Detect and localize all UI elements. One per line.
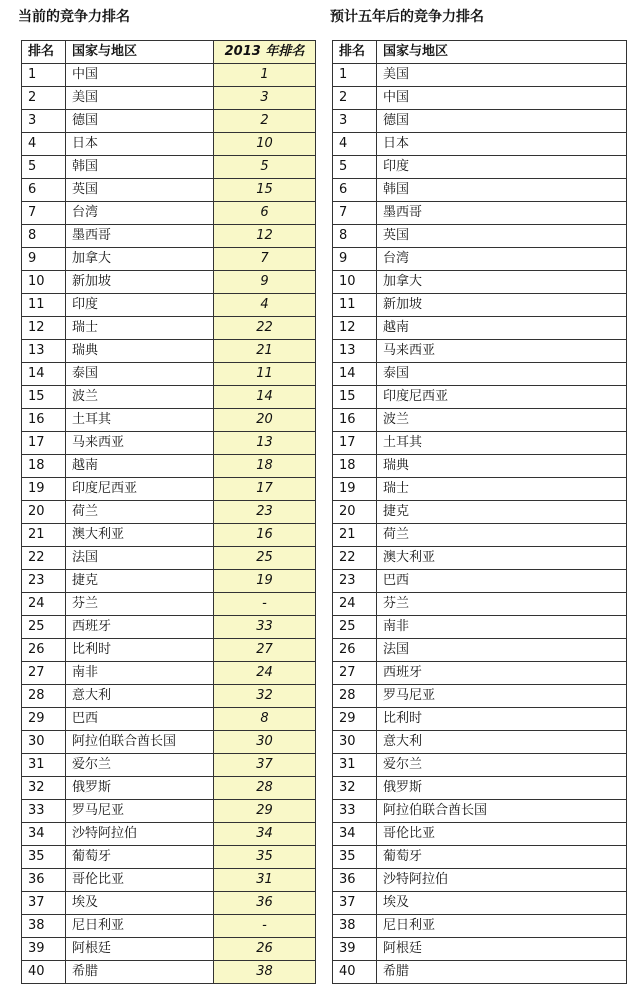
rank-cell: 8 — [333, 225, 377, 248]
rank-cell: 3 — [333, 110, 377, 133]
rank-cell: 38 — [333, 915, 377, 938]
rank-2013-cell: 32 — [214, 685, 316, 708]
table-row — [333, 340, 627, 363]
rank-cell: 1 — [333, 64, 377, 87]
rank-cell: 24 — [22, 593, 66, 616]
country-cell: 荷兰 — [377, 524, 627, 547]
country-cell: 越南 — [66, 455, 214, 478]
country-cell: 埃及 — [377, 892, 627, 915]
rank-cell: 16 — [22, 409, 66, 432]
country-cell: 瑞士 — [377, 478, 627, 501]
table-row — [22, 248, 316, 271]
rank-cell: 17 — [22, 432, 66, 455]
table-row — [22, 662, 316, 685]
country-cell: 捷克 — [66, 570, 214, 593]
country-cell: 瑞典 — [377, 455, 627, 478]
rank-2013-cell: 12 — [214, 225, 316, 248]
rank-2013-cell: 13 — [214, 432, 316, 455]
country-cell: 泰国 — [66, 363, 214, 386]
rank-2013-cell: 26 — [214, 938, 316, 961]
country-cell: 阿根廷 — [66, 938, 214, 961]
country-cell: 阿拉伯联合酋长国 — [66, 731, 214, 754]
rank-cell: 10 — [22, 271, 66, 294]
country-cell: 法国 — [66, 547, 214, 570]
country-cell: 澳大利亚 — [66, 524, 214, 547]
rank-2013-cell: 17 — [214, 478, 316, 501]
table-row — [22, 294, 316, 317]
country-cell: 芬兰 — [377, 593, 627, 616]
rank-cell: 22 — [22, 547, 66, 570]
table-row — [333, 294, 627, 317]
table-row — [333, 248, 627, 271]
table-row — [333, 409, 627, 432]
rank-2013-cell: 14 — [214, 386, 316, 409]
country-cell: 尼日利亚 — [66, 915, 214, 938]
rank-2013-header: 2013 年排名 — [214, 41, 316, 64]
table-row — [333, 708, 627, 731]
rank-cell: 23 — [22, 570, 66, 593]
country-cell: 墨西哥 — [66, 225, 214, 248]
rank-cell: 28 — [22, 685, 66, 708]
rank-2013-cell: 35 — [214, 846, 316, 869]
rank-cell: 38 — [22, 915, 66, 938]
table-row — [333, 938, 627, 961]
rank-cell: 5 — [333, 156, 377, 179]
table-row — [22, 455, 316, 478]
rank-cell: 9 — [22, 248, 66, 271]
table-row — [333, 156, 627, 179]
rank-2013-cell: 1 — [214, 64, 316, 87]
rank-cell: 40 — [333, 961, 377, 984]
table-row — [333, 662, 627, 685]
country-cell: 美国 — [377, 64, 627, 87]
table-row — [22, 524, 316, 547]
table-row — [333, 731, 627, 754]
rank-cell: 12 — [333, 317, 377, 340]
rank-cell: 34 — [333, 823, 377, 846]
rank-cell: 24 — [333, 593, 377, 616]
current-ranking-title: 当前的竞争力排名 — [18, 9, 130, 25]
rank-cell: 37 — [333, 892, 377, 915]
country-cell: 日本 — [377, 133, 627, 156]
rank-cell: 23 — [333, 570, 377, 593]
country-cell: 葡萄牙 — [377, 846, 627, 869]
country-cell: 捷克 — [377, 501, 627, 524]
table-row — [22, 87, 316, 110]
table-row — [22, 202, 316, 225]
rank-cell: 7 — [22, 202, 66, 225]
table-row — [22, 915, 316, 938]
country-cell: 俄罗斯 — [377, 777, 627, 800]
table-row — [22, 478, 316, 501]
table-row — [22, 708, 316, 731]
rank-2013-cell: 4 — [214, 294, 316, 317]
table-header-row — [22, 41, 316, 64]
rank-2013-cell: 28 — [214, 777, 316, 800]
rank-cell: 31 — [22, 754, 66, 777]
table-row — [333, 179, 627, 202]
rank-2013-cell: 36 — [214, 892, 316, 915]
rank-2013-cell: 2 — [214, 110, 316, 133]
country-cell: 阿根廷 — [377, 938, 627, 961]
rank-cell: 37 — [22, 892, 66, 915]
rank-cell: 34 — [22, 823, 66, 846]
country-cell: 巴西 — [66, 708, 214, 731]
rank-cell: 39 — [333, 938, 377, 961]
table-row — [333, 639, 627, 662]
rank-cell: 32 — [22, 777, 66, 800]
rank-cell: 6 — [22, 179, 66, 202]
rank-cell: 30 — [333, 731, 377, 754]
table-header-row — [333, 41, 627, 64]
rank-cell: 35 — [333, 846, 377, 869]
table-row — [333, 133, 627, 156]
rank-cell: 13 — [333, 340, 377, 363]
country-cell: 沙特阿拉伯 — [377, 869, 627, 892]
country-cell: 波兰 — [377, 409, 627, 432]
table-row — [333, 754, 627, 777]
table-row — [22, 777, 316, 800]
rank-cell: 35 — [22, 846, 66, 869]
rank-cell: 3 — [22, 110, 66, 133]
table-row — [22, 593, 316, 616]
rank-2013-cell: 25 — [214, 547, 316, 570]
rank-cell: 27 — [333, 662, 377, 685]
country-cell: 加拿大 — [66, 248, 214, 271]
rank-cell: 15 — [22, 386, 66, 409]
rank-cell: 32 — [333, 777, 377, 800]
rank-2013-cell: 27 — [214, 639, 316, 662]
rank-cell: 15 — [333, 386, 377, 409]
table-row — [22, 133, 316, 156]
rank-2013-cell: 19 — [214, 570, 316, 593]
rank-cell: 26 — [22, 639, 66, 662]
table-row — [333, 570, 627, 593]
rank-cell: 30 — [22, 731, 66, 754]
rank-2013-cell: 37 — [214, 754, 316, 777]
country-cell: 意大利 — [66, 685, 214, 708]
rank-2013-cell: 7 — [214, 248, 316, 271]
rank-cell: 12 — [22, 317, 66, 340]
country-cell: 荷兰 — [66, 501, 214, 524]
projected-ranking-table — [332, 40, 627, 984]
rank-cell: 2 — [333, 87, 377, 110]
country-cell: 英国 — [66, 179, 214, 202]
rank-cell: 19 — [22, 478, 66, 501]
country-cell: 新加坡 — [377, 294, 627, 317]
rank-cell: 19 — [333, 478, 377, 501]
rank-cell: 18 — [22, 455, 66, 478]
rank-cell: 13 — [22, 340, 66, 363]
table-row — [22, 110, 316, 133]
table-row — [22, 64, 316, 87]
table-row — [333, 524, 627, 547]
country-cell: 中国 — [377, 87, 627, 110]
table-row — [333, 869, 627, 892]
country-cell: 土耳其 — [377, 432, 627, 455]
country-cell: 泰国 — [377, 363, 627, 386]
rank-cell: 22 — [333, 547, 377, 570]
rank-cell: 21 — [22, 524, 66, 547]
table-row — [333, 593, 627, 616]
table-row — [333, 478, 627, 501]
rank-cell: 5 — [22, 156, 66, 179]
table-row — [22, 271, 316, 294]
table-row — [22, 317, 316, 340]
country-cell: 德国 — [377, 110, 627, 133]
table-row — [22, 685, 316, 708]
table-row — [22, 432, 316, 455]
rank-2013-cell: 22 — [214, 317, 316, 340]
table-row — [22, 961, 316, 984]
country-cell: 越南 — [377, 317, 627, 340]
country-cell: 韩国 — [377, 179, 627, 202]
table-row — [333, 892, 627, 915]
country-cell: 新加坡 — [66, 271, 214, 294]
rank-cell: 6 — [333, 179, 377, 202]
rank-cell: 17 — [333, 432, 377, 455]
rank-cell: 25 — [333, 616, 377, 639]
country-cell: 墨西哥 — [377, 202, 627, 225]
rank-cell: 39 — [22, 938, 66, 961]
country-cell: 印度 — [377, 156, 627, 179]
country-cell: 尼日利亚 — [377, 915, 627, 938]
table-row — [22, 225, 316, 248]
country-cell: 波兰 — [66, 386, 214, 409]
table-row — [333, 317, 627, 340]
country-cell: 台湾 — [377, 248, 627, 271]
table-row — [22, 731, 316, 754]
table-row — [22, 340, 316, 363]
table-row — [22, 823, 316, 846]
table-row — [333, 271, 627, 294]
table-row — [333, 961, 627, 984]
rank-2013-cell: 8 — [214, 708, 316, 731]
rank-cell: 33 — [333, 800, 377, 823]
rank-cell: 27 — [22, 662, 66, 685]
rank-2013-cell: 11 — [214, 363, 316, 386]
rank-2013-cell: 5 — [214, 156, 316, 179]
table-row — [333, 501, 627, 524]
rank-2013-cell: 34 — [214, 823, 316, 846]
rank-cell: 28 — [333, 685, 377, 708]
rank-cell: 18 — [333, 455, 377, 478]
country-cell: 印度尼西亚 — [377, 386, 627, 409]
country-cell: 阿拉伯联合酋长国 — [377, 800, 627, 823]
rank-2013-cell: 24 — [214, 662, 316, 685]
country-cell: 希腊 — [66, 961, 214, 984]
country-cell: 马来西亚 — [377, 340, 627, 363]
table-row — [22, 547, 316, 570]
rank-cell: 10 — [333, 271, 377, 294]
rank-header: 排名 — [333, 41, 377, 64]
country-cell: 土耳其 — [66, 409, 214, 432]
rank-cell: 14 — [333, 363, 377, 386]
table-row — [333, 455, 627, 478]
country-cell: 爱尔兰 — [66, 754, 214, 777]
table-row — [22, 386, 316, 409]
table-row — [333, 64, 627, 87]
country-cell: 加拿大 — [377, 271, 627, 294]
table-row — [22, 501, 316, 524]
country-cell: 比利时 — [377, 708, 627, 731]
rank-cell: 29 — [22, 708, 66, 731]
country-header: 国家与地区 — [377, 41, 627, 64]
rank-cell: 4 — [333, 133, 377, 156]
rank-cell: 29 — [333, 708, 377, 731]
rank-cell: 36 — [333, 869, 377, 892]
country-cell: 中国 — [66, 64, 214, 87]
table-row — [22, 156, 316, 179]
table-row — [22, 892, 316, 915]
table-row — [22, 616, 316, 639]
table-row — [22, 938, 316, 961]
table-row — [333, 777, 627, 800]
rank-cell: 36 — [22, 869, 66, 892]
table-row — [22, 754, 316, 777]
rank-cell: 20 — [333, 501, 377, 524]
rank-2013-cell: 16 — [214, 524, 316, 547]
country-cell: 西班牙 — [377, 662, 627, 685]
table-row — [333, 363, 627, 386]
country-cell: 瑞士 — [66, 317, 214, 340]
rank-2013-cell: 31 — [214, 869, 316, 892]
table-row — [333, 685, 627, 708]
table-row — [333, 800, 627, 823]
rank-2013-cell: 3 — [214, 87, 316, 110]
country-cell: 罗马尼亚 — [377, 685, 627, 708]
rank-cell: 25 — [22, 616, 66, 639]
country-cell: 西班牙 — [66, 616, 214, 639]
country-cell: 巴西 — [377, 570, 627, 593]
rank-cell: 40 — [22, 961, 66, 984]
country-cell: 爱尔兰 — [377, 754, 627, 777]
rank-header: 排名 — [22, 41, 66, 64]
table-row — [333, 110, 627, 133]
rank-cell: 26 — [333, 639, 377, 662]
table-row — [22, 570, 316, 593]
table-row — [333, 87, 627, 110]
table-row — [22, 846, 316, 869]
country-cell: 南非 — [66, 662, 214, 685]
table-row — [22, 869, 316, 892]
country-cell: 比利时 — [66, 639, 214, 662]
country-cell: 马来西亚 — [66, 432, 214, 455]
table-row — [333, 202, 627, 225]
rank-2013-cell: 15 — [214, 179, 316, 202]
rank-2013-cell: 38 — [214, 961, 316, 984]
rank-2013-cell: 18 — [214, 455, 316, 478]
country-cell: 哥伦比亚 — [377, 823, 627, 846]
rank-cell: 11 — [22, 294, 66, 317]
country-cell: 埃及 — [66, 892, 214, 915]
rank-2013-cell: 21 — [214, 340, 316, 363]
rank-cell: 4 — [22, 133, 66, 156]
table-row — [22, 363, 316, 386]
table-row — [22, 800, 316, 823]
country-header: 国家与地区 — [66, 41, 214, 64]
rank-cell: 11 — [333, 294, 377, 317]
rank-cell: 1 — [22, 64, 66, 87]
country-cell: 沙特阿拉伯 — [66, 823, 214, 846]
country-cell: 印度 — [66, 294, 214, 317]
country-cell: 哥伦比亚 — [66, 869, 214, 892]
country-cell: 德国 — [66, 110, 214, 133]
country-cell: 意大利 — [377, 731, 627, 754]
rank-cell: 16 — [333, 409, 377, 432]
rank-cell: 31 — [333, 754, 377, 777]
country-cell: 芬兰 — [66, 593, 214, 616]
rank-2013-cell: 23 — [214, 501, 316, 524]
country-cell: 罗马尼亚 — [66, 800, 214, 823]
country-cell: 台湾 — [66, 202, 214, 225]
current-ranking-table — [21, 40, 316, 984]
rank-2013-cell: - — [214, 915, 316, 938]
table-row — [22, 179, 316, 202]
rank-2013-cell: 29 — [214, 800, 316, 823]
projected-ranking-title: 预计五年后的竞争力排名 — [330, 9, 484, 25]
country-cell: 印度尼西亚 — [66, 478, 214, 501]
table-row — [333, 432, 627, 455]
rank-2013-cell: - — [214, 593, 316, 616]
rank-2013-cell: 33 — [214, 616, 316, 639]
table-row — [333, 915, 627, 938]
rank-2013-cell: 6 — [214, 202, 316, 225]
rank-cell: 8 — [22, 225, 66, 248]
rank-cell: 7 — [333, 202, 377, 225]
country-cell: 澳大利亚 — [377, 547, 627, 570]
rank-2013-cell: 20 — [214, 409, 316, 432]
rank-2013-cell: 9 — [214, 271, 316, 294]
rank-cell: 21 — [333, 524, 377, 547]
table-row — [333, 386, 627, 409]
table-row — [333, 846, 627, 869]
country-cell: 法国 — [377, 639, 627, 662]
country-cell: 英国 — [377, 225, 627, 248]
rank-cell: 9 — [333, 248, 377, 271]
table-row — [22, 639, 316, 662]
rank-cell: 33 — [22, 800, 66, 823]
country-cell: 希腊 — [377, 961, 627, 984]
country-cell: 俄罗斯 — [66, 777, 214, 800]
country-cell: 瑞典 — [66, 340, 214, 363]
country-cell: 韩国 — [66, 156, 214, 179]
table-row — [333, 225, 627, 248]
table-row — [333, 547, 627, 570]
rank-2013-cell: 10 — [214, 133, 316, 156]
rank-cell: 2 — [22, 87, 66, 110]
table-row — [22, 409, 316, 432]
country-cell: 南非 — [377, 616, 627, 639]
country-cell: 美国 — [66, 87, 214, 110]
country-cell: 葡萄牙 — [66, 846, 214, 869]
table-row — [333, 616, 627, 639]
table-row — [333, 823, 627, 846]
rank-cell: 20 — [22, 501, 66, 524]
rank-cell: 14 — [22, 363, 66, 386]
rank-2013-cell: 30 — [214, 731, 316, 754]
country-cell: 日本 — [66, 133, 214, 156]
